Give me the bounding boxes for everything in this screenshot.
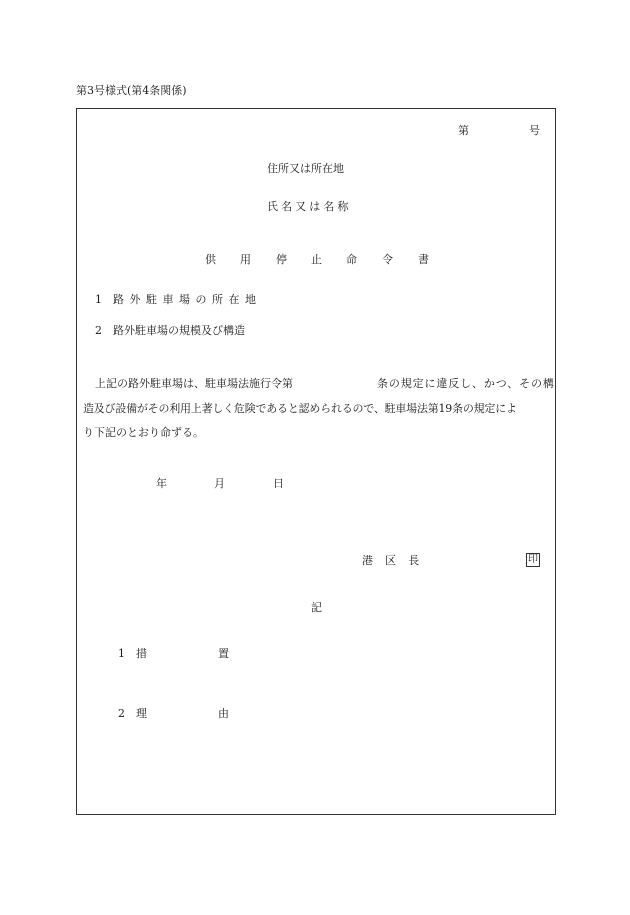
record-item-number: 2 <box>118 707 125 720</box>
record-item-label: 理 <box>136 707 147 720</box>
record-heading: 記 <box>311 601 322 614</box>
doc-number-prefix: 第 <box>458 124 469 137</box>
title-char: 令 <box>382 253 393 266</box>
title-char: 用 <box>240 253 251 266</box>
title-char: 停 <box>276 253 287 266</box>
title-char: 止 <box>311 253 322 266</box>
record-item-number: 1 <box>118 647 125 660</box>
record-item-label: 由 <box>218 707 229 720</box>
name-label: 氏名又は名称 <box>267 200 352 213</box>
item-label-location: 路外駐車場の所在地 <box>113 293 262 306</box>
body-line-1a: 上記の路外駐車場は、駐車場法施行令第 <box>95 377 293 390</box>
form-frame <box>76 108 556 815</box>
date-day: 日 <box>273 477 284 490</box>
seal-mark: 印 <box>528 554 538 565</box>
title-char: 書 <box>418 253 429 266</box>
title-char: 供 <box>205 253 216 266</box>
item-label-scale: 路外駐車場の規模及び構造 <box>113 324 245 337</box>
item-number: 1 <box>95 293 102 306</box>
date-year: 年 <box>156 477 167 490</box>
date-month: 月 <box>214 477 225 490</box>
issuer-title: 港区長 <box>362 554 432 567</box>
body-line-1b: 条の規定に違反し、かつ、その構 <box>377 377 555 390</box>
doc-number-suffix: 号 <box>529 124 540 137</box>
address-label: 住所又は所在地 <box>267 162 344 175</box>
body-line-3: り下記のとおり命ずる。 <box>83 426 204 439</box>
record-item-label: 措 <box>136 647 147 660</box>
title-char: 命 <box>346 253 357 266</box>
body-line-2: 造及び設備がその利用上著しく危険であると認められるので、駐車場法第19条の規定によ <box>83 402 517 415</box>
record-item-label: 置 <box>218 647 229 660</box>
item-number: 2 <box>95 324 102 337</box>
form-number-label: 第3号様式(第4条関係) <box>76 84 187 97</box>
